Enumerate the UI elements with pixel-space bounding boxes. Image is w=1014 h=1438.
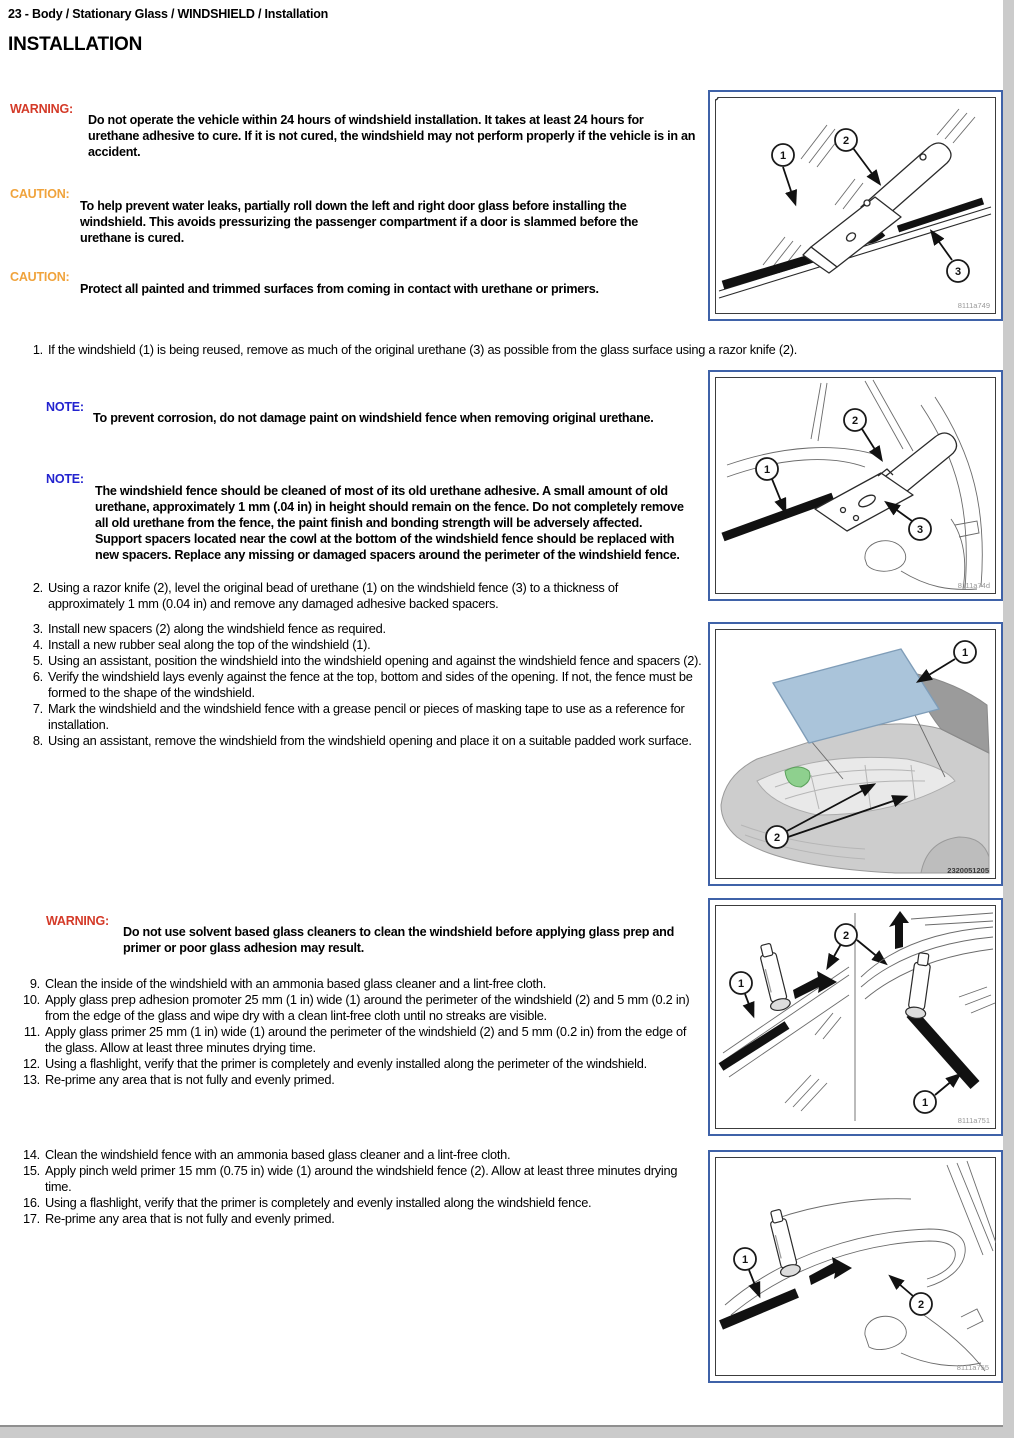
step-number: 3. — [32, 621, 43, 636]
step-text: Mark the windshield and the windshield fence with a grease pencil or pieces of masking tape to use as a reference for installation. — [48, 701, 685, 732]
step-item-8 — [27, 733, 707, 749]
step-item-17 — [18, 1211, 698, 1227]
step-number: 7. — [32, 701, 43, 716]
caution-label: CAUTION: — [10, 187, 70, 201]
step-item-3 — [27, 621, 707, 637]
svg-text:3: 3 — [916, 524, 924, 536]
step-item-5 — [27, 653, 707, 669]
step-item-12 — [18, 1056, 698, 1072]
svg-text:1: 1 — [763, 464, 771, 476]
step-text: Using an assistant, position the windshield into the windshield opening and against the windshield fence and spacers (2). — [48, 653, 702, 668]
figure-code: 8111a74d — [957, 581, 990, 590]
step-number: 15. — [22, 1163, 40, 1178]
step-text: Install new spacers (2) along the windshield fence as required. — [48, 621, 386, 636]
step-number: 13. — [22, 1072, 40, 1087]
glass-primer-illustration — [715, 905, 996, 1129]
page-title: INSTALLATION — [8, 34, 143, 55]
step-text: Verify the windshield lays evenly against the fence at the top, bottom and sides of the opening. If not, the fence must be formed to the shape of the windshield. — [48, 669, 693, 700]
figure-razor-knife-on-glass — [708, 90, 1003, 321]
step-item-2 — [27, 580, 695, 612]
step-number: 14. — [22, 1147, 40, 1162]
step-number: 10. — [22, 992, 40, 1007]
steps-list-14-17 — [18, 1147, 698, 1227]
svg-text:3: 3 — [954, 266, 962, 278]
svg-text:2: 2 — [917, 1299, 925, 1311]
step-text: Clean the inside of the windshield with an ammonia based glass cleaner and a lint-free cloth. — [45, 976, 547, 991]
step-text: Apply pinch weld primer 15 mm (0.75 in) wide (1) around the windshield fence (2). Allow at least three minutes drying time. — [45, 1163, 678, 1194]
step-text: If the windshield (1) is being reused, remove as much of the original urethane (3) as possible from the glass surface using a razor knife (2). — [48, 342, 798, 357]
note-text: To prevent corrosion, do not damage paint on windshield fence when removing original urethane. — [93, 411, 654, 425]
figure-code: 8111a749 — [957, 301, 990, 310]
warning-label: WARNING: — [46, 914, 109, 928]
step-item-9 — [18, 976, 698, 992]
step-item-16 — [18, 1195, 698, 1211]
figure-scraper-on-fence — [708, 370, 1003, 601]
breadcrumb: 23 - Body / Stationary Glass / WINDSHIELD / Installation — [8, 7, 329, 21]
svg-text:1: 1 — [779, 150, 787, 162]
step-item-11 — [18, 1024, 698, 1056]
step-number: 16. — [22, 1195, 40, 1210]
caution-label: CAUTION: — [10, 270, 70, 284]
step-item-6 — [27, 669, 707, 701]
step-text: Apply glass primer 25 mm (1 in) wide (1) around the perimeter of the windshield (2) and 5 mm (0.2 in) from the edge of the glass. Allow at least three minutes drying time. — [45, 1024, 687, 1055]
svg-text:1: 1 — [737, 978, 745, 990]
note-label: NOTE: — [46, 472, 84, 486]
step-number: 17. — [22, 1211, 40, 1226]
figure-windshield-over-vehicle — [708, 622, 1003, 886]
step-number: 9. — [29, 976, 40, 991]
step-item-4 — [27, 637, 707, 653]
step-number: 12. — [22, 1056, 40, 1071]
step-number: 5. — [32, 653, 43, 668]
vehicle-windshield-illustration — [715, 629, 996, 879]
step-item-1 — [27, 342, 899, 358]
step-text: Install a new rubber seal along the top of the windshield (1). — [48, 637, 371, 652]
caution-text: Protect all painted and trimmed surfaces from coming in contact with urethane or primers. — [80, 282, 599, 296]
step-text: Clean the windshield fence with an ammonia based glass cleaner and a lint-free cloth. — [45, 1147, 511, 1162]
step-item-14 — [18, 1147, 698, 1163]
step-number: 2. — [32, 580, 43, 595]
step-text: Re-prime any area that is not fully and evenly primed. — [45, 1211, 335, 1226]
figure-code: 8111a755 — [956, 1363, 989, 1372]
svg-text:1: 1 — [741, 1254, 749, 1266]
svg-text:2: 2 — [851, 415, 859, 427]
step-text: Using an assistant, remove the windshield from the windshield opening and place it on a suitable padded work surface. — [48, 733, 692, 748]
step-number: 11. — [23, 1024, 40, 1039]
svg-text:1: 1 — [921, 1097, 929, 1109]
step-number: 1. — [32, 342, 43, 357]
figure-glass-primer-application — [708, 898, 1003, 1136]
warning-text: Do not operate the vehicle within 24 hours of windshield installation. It takes at least 24 hours for urethane adhesive to cure. If it is not cured, the windshield may not perform properly if the vehicle is in an accident. — [88, 113, 696, 159]
svg-text:2: 2 — [842, 135, 850, 147]
step-item-10 — [18, 992, 698, 1024]
step-item-7 — [27, 701, 707, 733]
step-number: 6. — [32, 669, 43, 684]
step-text: Re-prime any area that is not fully and evenly primed. — [45, 1072, 335, 1087]
step-number: 4. — [32, 637, 43, 652]
step-item-13 — [18, 1072, 698, 1088]
svg-text:1: 1 — [961, 647, 969, 659]
step-item-15 — [18, 1163, 698, 1195]
fence-scraper-illustration — [715, 377, 996, 594]
razor-knife-illustration — [715, 97, 996, 314]
steps-list-3-8 — [27, 621, 707, 749]
warning-label: WARNING: — [10, 102, 73, 116]
figure-code: 8111a751 — [957, 1116, 990, 1125]
note-label: NOTE: — [46, 400, 84, 414]
pinch-weld-primer-illustration — [715, 1157, 996, 1376]
svg-text:2: 2 — [842, 930, 850, 942]
svg-text:2: 2 — [773, 832, 781, 844]
steps-list-9-13 — [18, 976, 698, 1088]
caution-text: To help prevent water leaks, partially roll down the left and right door glass before installing the windshield. This avoids pressurizing the passenger compartment if a door is slammed before the urethane is cured. — [80, 199, 639, 245]
note-text: The windshield fence should be cleaned of most of its old urethane adhesive. A small amount of old urethane, approximately 1 mm (.04 in) in height should remain on the fence. Do not completely remove all old urethane from the fence, the paint finish and bonding strength will be adversely affected. Support spacers located near the cowl at the bottom of the windshield fence should be replaced with new spacers. Replace any missing or damaged spacers around the perimeter of the windshield fence. — [95, 484, 684, 562]
step-text: Apply glass prep adhesion promoter 25 mm (1 in) wide (1) around the perimeter of the windshield (2) and 5 mm (0.2 in) from the edge of the glass and wipe dry with a clean lint-free cloth until no streaks are visible. — [45, 992, 690, 1023]
step-text: Using a flashlight, verify that the primer is completely and evenly installed along the perimeter of the windshield. — [45, 1056, 647, 1071]
warning-text: Do not use solvent based glass cleaners to clean the windshield before applying glass prep and primer or poor glass adhesion may result. — [123, 925, 675, 955]
step-text: Using a flashlight, verify that the primer is completely and evenly installed along the windshield fence. — [45, 1195, 592, 1210]
step-number: 8. — [32, 733, 43, 748]
figure-pinch-weld-primer — [708, 1150, 1003, 1383]
figure-code: 2320051205 — [947, 866, 989, 875]
step-text: Using a razor knife (2), level the original bead of urethane (1) on the windshield fence (3) to a thickness of approximately 1 mm (0.04 in) and remove any damaged adhesive backed spacers. — [48, 580, 619, 611]
